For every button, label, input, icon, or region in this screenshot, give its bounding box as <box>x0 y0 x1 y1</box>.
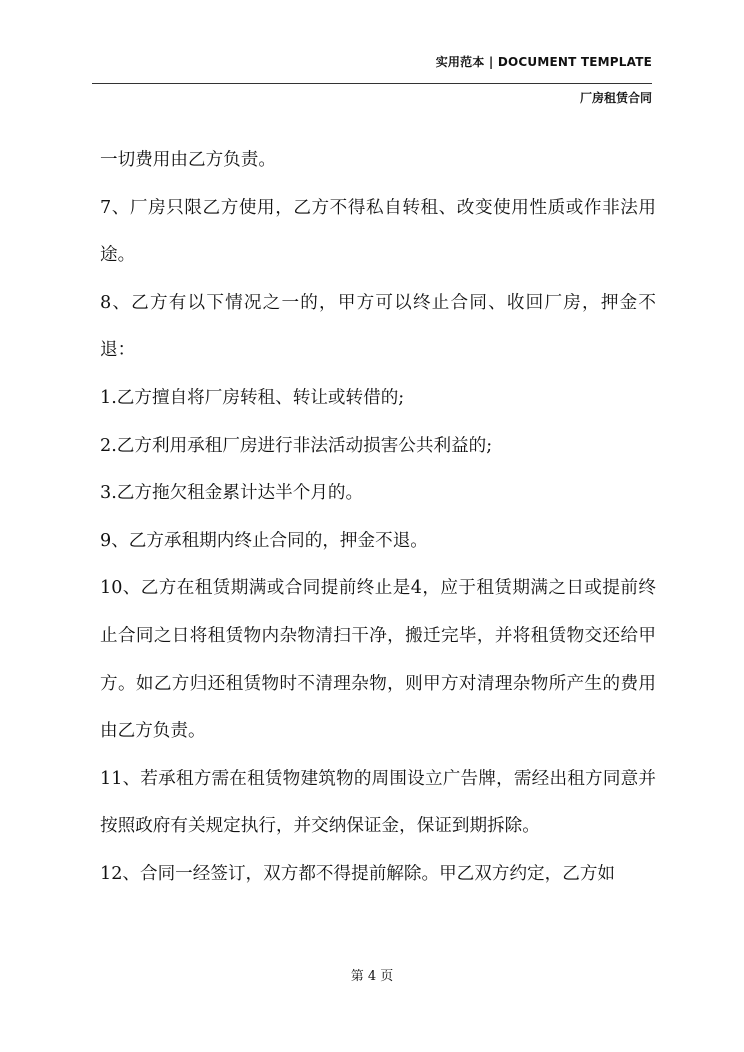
header-brand: 实用范本 | DOCUMENT TEMPLATE <box>435 55 652 69</box>
paragraph: 2.乙方利用承租厂房进行非法活动损害公共利益的; <box>100 435 493 456</box>
document-body <box>100 137 656 899</box>
paragraph: 一切费用由乙方负责。 <box>100 150 276 170</box>
header-divider <box>92 83 652 84</box>
paragraph: 8、乙方有以下情况之一的，甲方可以终止合同、收回厂房，押金不退： <box>100 292 656 361</box>
paragraph: 11、若承租方需在租赁物建筑物的周围设立广告牌，需经出租方同意并按照政府有关规定执行，并交纳保证金，保证到期拆除。 <box>100 768 656 837</box>
paragraph: 10、乙方在租赁期满或合同提前终止是4，应于租赁期满之日或提前终止合同之日将租赁物内杂物清扫干净，搬迁完毕，并将租赁物交还给甲方。如乙方归还租赁物时不清理杂物，则甲方对清理杂物所产生的费用由乙方负责。 <box>100 578 656 742</box>
paragraph: 9、乙方承租期内终止合同的，押金不退。 <box>100 530 428 551</box>
header-doc-title: 厂房租赁合同 <box>579 91 652 105</box>
page-number: 第 4 页 <box>350 969 394 984</box>
paragraph: 1.乙方擅自将厂房转租、转让或转借的; <box>100 387 405 408</box>
paragraph: 7、厂房只限乙方使用，乙方不得私自转租、改变使用性质或作非法用途。 <box>100 197 656 266</box>
paragraph: 12、合同一经签订，双方都不得提前解除。甲乙双方约定，乙方如 <box>100 863 616 884</box>
paragraph: 3.乙方拖欠租金累计达半个月的。 <box>100 483 364 504</box>
